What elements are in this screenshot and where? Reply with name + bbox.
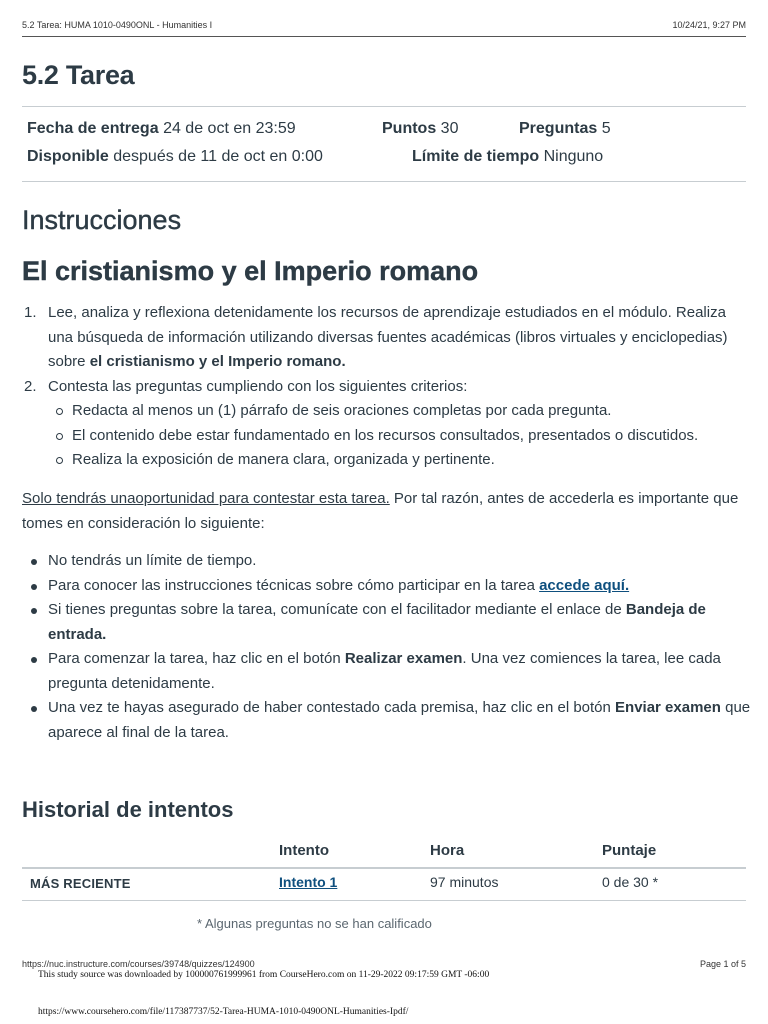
print-footer-page: Page 1 of 5 [699,959,746,969]
print-header-divider [22,36,746,37]
technical-instructions-link[interactable]: accede aquí. [539,576,630,594]
consideration-text: Una vez te hayas asegurado de haber contestado cada premisa, haz clic en el botón [48,699,616,716]
row-label: MÁS RECIENTE [30,876,131,891]
step-text: Contesta las preguntas cumpliendo con los siguientes criterios: [48,377,468,395]
criteria-list [48,399,752,473]
time-limit-detail [412,148,603,166]
consideration-item [22,598,752,647]
submit-quiz-label: Enviar examen [615,699,721,716]
take-quiz-label: Realizar examen [344,650,463,667]
note-text: Por tal razón, antes de accederla es importante que tomes en consideración lo siguiente: [22,490,739,532]
table-row-divider [22,900,746,901]
step-topic: el cristianismo y el Imperio romano. [89,353,346,370]
consideration-text: Para conocer las instrucciones técnicas sobre cómo participar en la tarea [48,576,540,594]
attempt-duration: 97 minutos [430,874,499,890]
circle-bullet-icon [56,408,63,415]
criteria-item [48,448,752,473]
print-header-date: 10/24/21, 9:27 PM [672,20,746,30]
criteria-item [48,399,752,424]
consideration-text: . Una vez comiences la tarea, lee cada pregunta detenidamente. [48,650,721,692]
considerations-list [22,549,752,745]
questions-value: 5 [601,120,611,137]
step-number: 2. [24,377,37,395]
questions-detail [519,120,611,138]
instructions-subheading: El cristianismo y el Imperio romano [22,256,479,286]
criteria-text: Realiza la exposición de manera clara, organizada y pertinente. [72,451,495,468]
print-header-title: 5.2 Tarea: HUMA 1010-0490ONL - Humanities I [22,20,213,30]
title-divider [22,106,746,107]
questions-label: Preguntas [519,120,598,137]
due-value: 24 de oct en 23:59 [163,120,296,137]
consideration-text: Si tienes preguntas sobre la tarea, comunícate con el facilitador mediante el enlace de [48,601,626,618]
ungraded-footnote: * Algunas preguntas no se han calificado [197,916,432,931]
criteria-item [48,424,752,449]
column-header-time: Hora [430,842,465,859]
source-notice: This study source was downloaded by 100000761999961 from CourseHero.com on 11-29-2022 09:17:59 GMT -06:00 [38,970,490,980]
criteria-text: El contenido debe estar fundamentado en los recursos consultados, presentados o discutidos. [72,426,699,444]
quiz-details-row-1 [27,120,296,138]
bullet-icon [31,706,37,712]
bullet-icon [31,559,37,565]
step-item [22,375,752,473]
available-label: Disponible [27,148,109,165]
bullet-icon [31,608,37,614]
print-footer [22,959,746,969]
due-label: Fecha de entrega [27,120,159,137]
time-limit-label: Límite de tiempo [412,148,540,165]
attempt-score: 0 de 30 * [602,874,659,890]
points-value: 30 [440,120,459,137]
consideration-text: Para comenzar la tarea, haz clic en el botón [48,650,345,667]
step-number: 1. [24,304,37,321]
print-footer-url: https://nuc.instructure.com/courses/39748/quizzes/124900 [22,959,255,969]
bullet-icon [31,657,37,663]
attempt-1-link[interactable]: Intento 1 [279,874,338,890]
circle-bullet-icon [56,433,63,440]
available-value: después de 11 de oct en 0:00 [113,148,323,165]
source-url: https://www.coursehero.com/file/117387737/52-Tarea-HUMA-1010-0490ONL-Humanities-Ipdf/ [38,1007,409,1017]
time-limit-value: Ninguno [543,148,604,165]
instructions-heading: Instrucciones [22,205,182,235]
print-header [22,20,746,30]
attempt-history-heading: Historial de intentos [22,797,234,822]
page-title: 5.2 Tarea [22,60,135,90]
steps-list [22,301,752,473]
column-header-attempt: Intento [279,842,329,859]
consideration-item [22,696,752,745]
step-text: Lee, analiza y reflexiona detenidamente los recursos de aprendizaje estudiados en el módulo. Realiza una búsqueda de información utilizando diversas fuentes académicas (libros virtuales y enciclopedias) sobre [48,304,728,370]
note-emphasis: Solo tendrás unaoportunidad para contestar esta tarea. [22,490,390,507]
points-detail [382,120,458,138]
consideration-item [22,549,752,574]
table-header-divider [22,867,746,869]
step-item [22,301,752,375]
column-header-score: Puntaje [602,842,657,859]
table-row [22,874,746,896]
quiz-details-row-2 [27,148,323,166]
attempt-table-header [22,842,746,868]
points-label: Puntos [382,120,437,137]
one-attempt-note [22,487,748,536]
inbox-label: Bandeja de entrada. [48,601,706,643]
consideration-text: que aparece al final de la tarea. [48,699,751,741]
details-divider [22,181,746,182]
consideration-item [22,574,752,599]
criteria-text: Redacta al menos un (1) párrafo de seis oraciones completas por cada pregunta. [72,402,612,419]
consideration-item [22,647,752,696]
circle-bullet-icon [56,457,63,464]
bullet-icon [31,584,37,590]
consideration-text: No tendrás un límite de tiempo. [48,552,257,569]
